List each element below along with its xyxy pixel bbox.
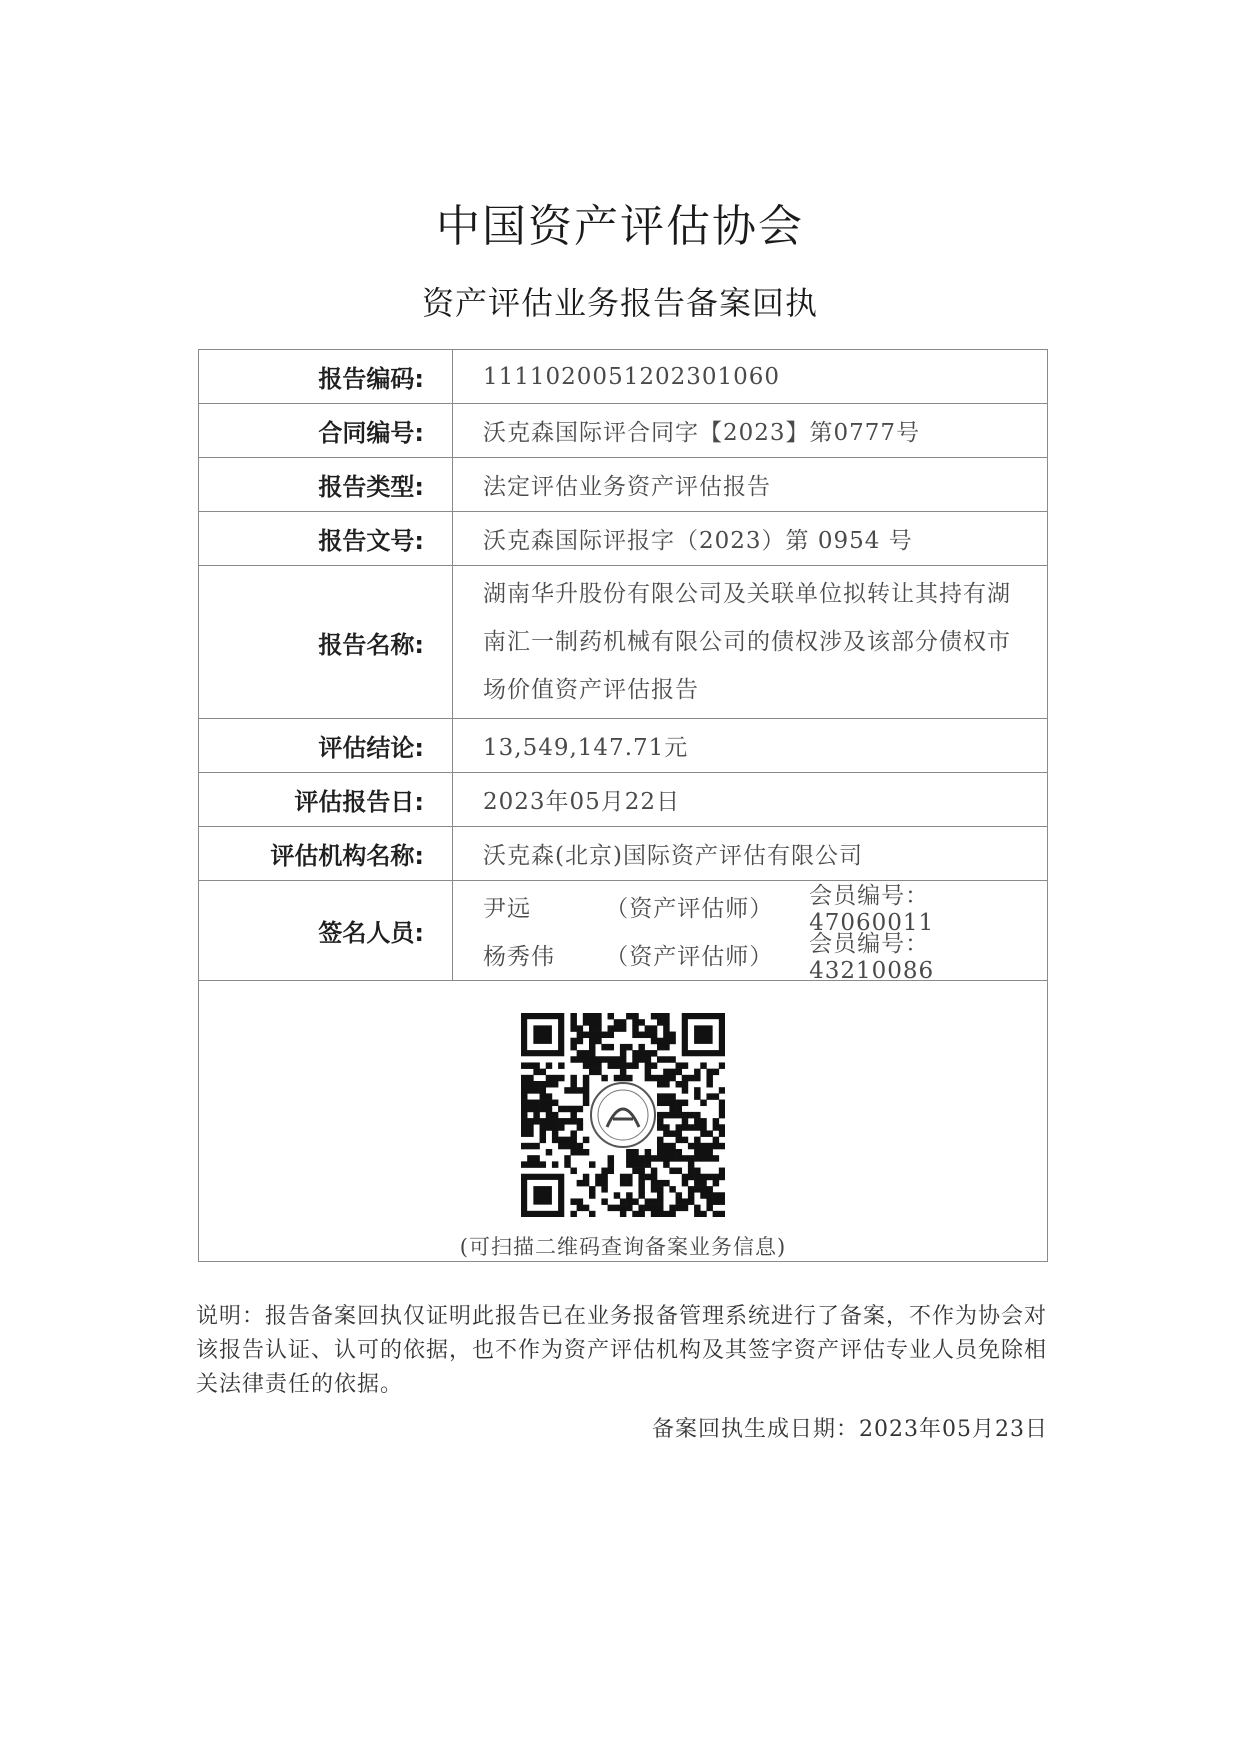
qr-section: [199, 981, 1048, 1262]
contract-no-label: 合同编号:: [199, 404, 453, 458]
report-name-line: 南汇一制药机械有限公司的债权涉及该部分债权市: [483, 629, 1011, 655]
qr-code-graphic: [521, 1013, 725, 1217]
table-row: [199, 981, 1048, 1262]
qr-code-icon[interactable]: [521, 1013, 725, 1217]
report-date-label: 评估报告日:: [199, 773, 453, 827]
page-subtitle: 资产评估业务报告备案回执: [421, 284, 818, 322]
report-doc-no-label: 报告文号:: [199, 512, 453, 566]
report-name-label: 报告名称:: [199, 566, 453, 719]
generated-date: 备案回执生成日期：2023年05月23日: [652, 1417, 1048, 1442]
report-type-label: 报告类型:: [199, 458, 453, 512]
signer-role: （资产评估师）: [605, 944, 774, 970]
signer-member-no: 会员编号：47060011: [809, 883, 935, 936]
signer-name: 尹远: [483, 896, 531, 922]
qr-caption: (可扫描二维码查询备案业务信息): [459, 1235, 787, 1259]
report-code-label: 报告编码:: [199, 350, 453, 404]
signer-entry: [483, 883, 1047, 936]
report-name-line: 场价值资产评估报告: [483, 677, 699, 703]
conclusion-label: 评估结论:: [199, 719, 453, 773]
signer-role: （资产评估师）: [605, 896, 774, 922]
filing-record-table: [198, 349, 1048, 1262]
table-row: [199, 719, 1048, 773]
contract-no-value: 沃克森国际评合同字【2023】第0777号: [453, 404, 1048, 458]
agency-name-value: 沃克森(北京)国际资产评估有限公司: [453, 827, 1048, 881]
signer-name: 杨秀伟: [483, 944, 555, 970]
report-doc-no-value: 沃克森国际评报字（2023）第 0954 号: [453, 512, 1048, 566]
signers-value: [453, 881, 1048, 984]
table-row: [199, 773, 1048, 827]
table-row: [199, 350, 1048, 404]
signer-entry: [483, 931, 1047, 984]
agency-name-label: 评估机构名称:: [199, 827, 453, 881]
report-date-value: 2023年05月22日: [453, 773, 1048, 827]
page-title: 中国资产评估协会: [436, 201, 804, 252]
table-row: [199, 512, 1048, 566]
table-row: [199, 881, 1048, 981]
table-row: [199, 566, 1048, 719]
table-row: [199, 458, 1048, 512]
signers-label: 签名人员:: [199, 881, 453, 981]
table-row: [199, 404, 1048, 458]
conclusion-value: 13,549,147.71元: [453, 719, 1048, 773]
signer-member-no: 会员编号：43210086: [809, 931, 935, 984]
disclaimer-note: 说明：报告备案回执仅证明此报告已在业务报备管理系统进行了备案，不作为协会对该报告认证、认可的依据，也不作为资产评估机构及其签字资产评估专业人员免除相关法律责任的依据。: [196, 1304, 1048, 1397]
report-name-line: 湖南华升股份有限公司及关联单位拟转让其持有湖: [483, 581, 1011, 607]
table-row: [199, 827, 1048, 881]
report-type-value: 法定评估业务资产评估报告: [453, 458, 1048, 512]
report-code-value: 1111020051202301060: [453, 350, 1048, 404]
report-name-value: [453, 566, 1048, 719]
